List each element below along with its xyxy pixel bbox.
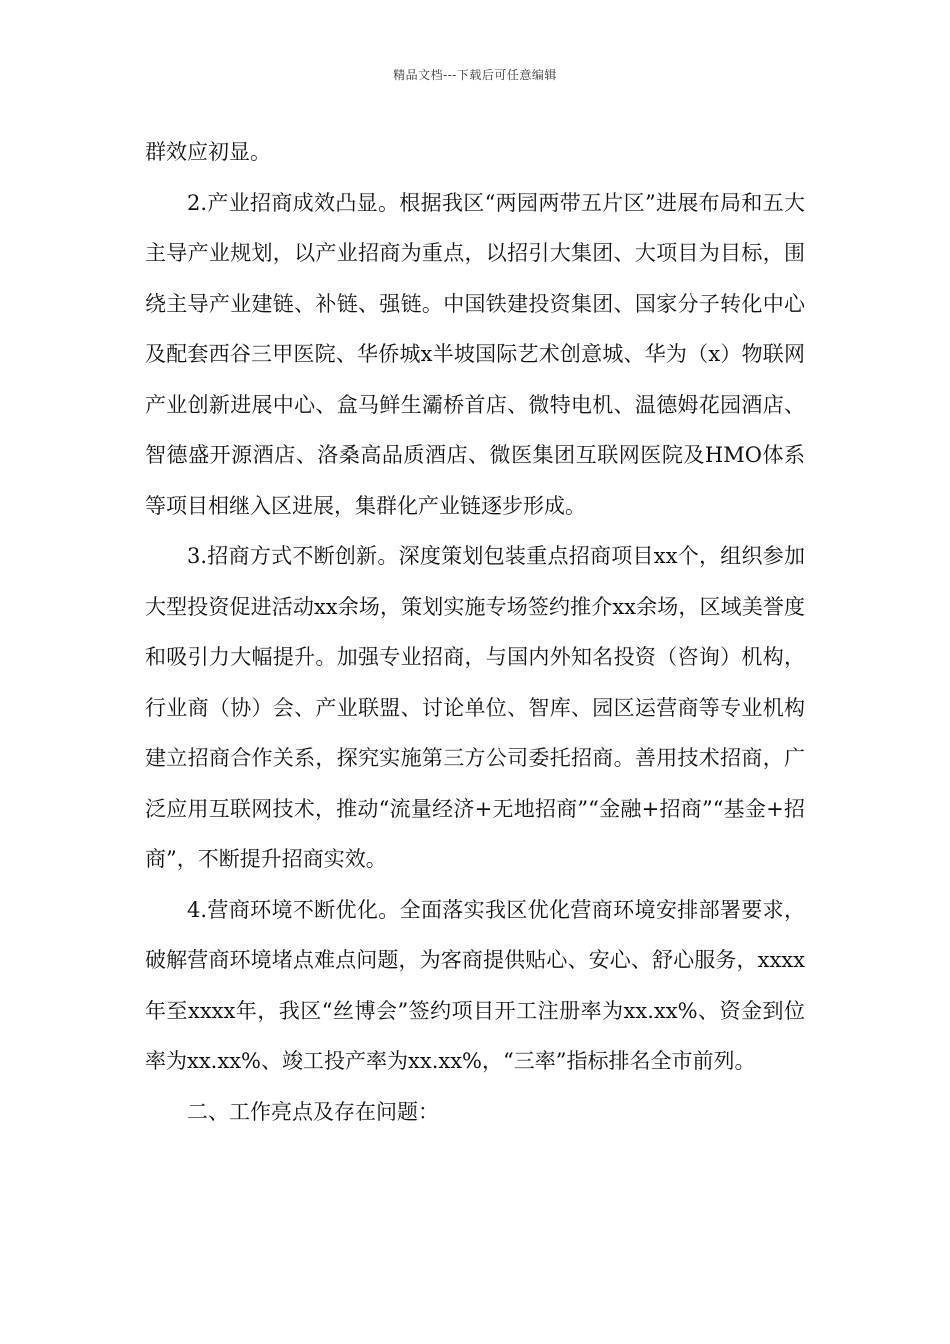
paragraph-business-environment: 4.营商环境不断优化。全面落实我区优化营商环境安排部署要求，破解营商环境堵点难点问题，为客商提供贴心、安心、舒心服务，xxxx年至xxxx年，我区“丝博会”签约项目开工注册率为xx.xx%、资金到位率为xx.xx%、竣工投产率为xx.xx%，“三率”指标排名全市前列。 xyxy=(145,897,805,1073)
paragraph-investment-methods: 3.招商方式不断创新。深度策划包装重点招商项目xx个，组织参加大型投资促进活动xx余场，策划实施专场签约推介xx余场，区域美誉度和吸引力大幅提升。加强专业招商，与国内外知名投资（咨询）机构，行业商（协）会、产业联盟、讨论单位、智库、园区运营商等专业机构建立招商合作关系，探究实施第三方公司委托招商。善用技术招商，广泛应用互联网技术，推动“流量经济+无地招商”“金融+招商”“基金+招商”，不断提升招商实效。 xyxy=(145,544,805,871)
section-heading: 二、工作亮点及存在问题： xyxy=(187,1099,439,1124)
paragraph-continuation: 群效应初显。 xyxy=(145,140,271,164)
document-body xyxy=(145,127,805,1137)
page-header: 精品文档---下载后可任意编辑 xyxy=(393,68,557,82)
paragraph-industry-investment: 2.产业招商成效凸显。根据我区“两园两带五片区”进展布局和五大主导产业规划，以产业招商为重点，以招引大集团、大项目为目标，围绕主导产业建链、补链、强链。中国铁建投资集团、国家分子转化中心及配套西谷三甲医院、华侨城x半坡国际艺术创意城、华为（x）物联网产业创新进展中心、盒马鲜生灞桥首店、微特电机、温德姆花园酒店、智德盛开源酒店、洛桑高品质酒店、微医集团互联网医院及HMO体系等项目相继入区进展，集群化产业链逐步形成。 xyxy=(145,190,805,518)
